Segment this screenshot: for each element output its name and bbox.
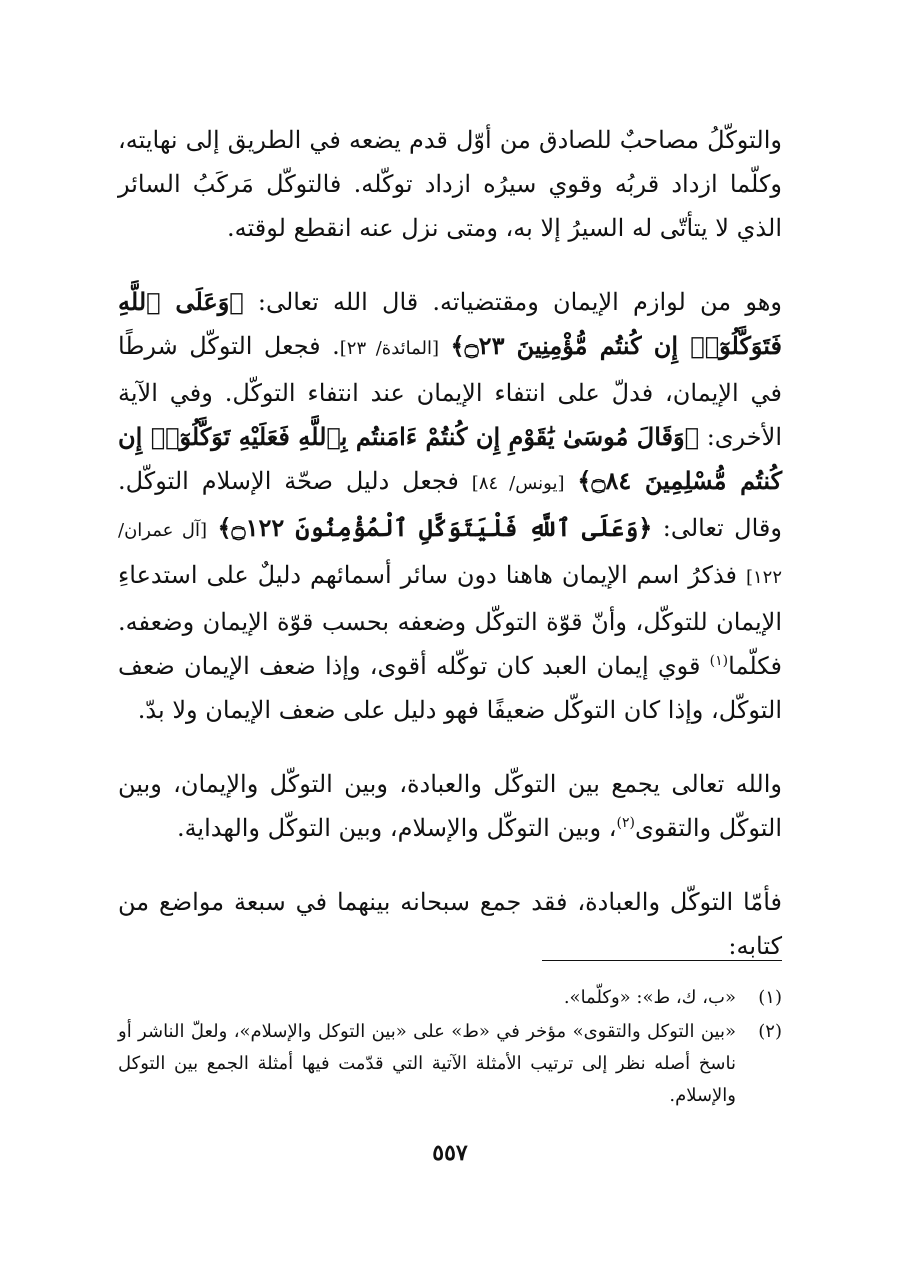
verse-reference: [آل عمران/ ١٢٢] [118,520,782,588]
quran-verse: ﴿وَعَلَى ٱللَّهِ فَتَوَكَّلُوٓا۟ إِن كُنتُم مُّؤْمِنِينَ ۝٢٣﴾ [118,287,782,360]
text-segment: فجعل دليل صحّة الإسلام التوكّل. وقال تعالى: [118,467,782,542]
paragraph-text [118,280,782,732]
verse-reference: [يونس/ ٨٤] [471,473,565,494]
footnote-number: (٢) [758,1021,782,1042]
text-segment: وهو من لوازم الإيمان ومقتضياته. قال الله تعالى: [257,288,782,316]
text-segment: ، وبين التوكّل والإسلام، وبين التوكّل والهداية. [176,814,617,842]
quran-verse: ﴿وَقَالَ مُوسَىٰ يَٰقَوْمِ إِن كُنتُمْ ءَامَنتُم بِٱللَّهِ فَعَلَيْهِ تَوَكَّلُوٓا۟ إِن كُنتُم مُّسْلِمِينَ ۝٨٤﴾ [118,422,782,495]
paragraph-text: فأمّا التوكّل والعبادة، فقد جمع سبحانه بينهما في سبعة مواضع من كتابه: [118,888,782,960]
footnote-number: (١) [758,987,782,1008]
footnote-text: «ب، ك، ط»: «وكلّما». [563,987,736,1008]
quran-verse: ﴿وَعَلَى ٱللَّهِ فَلْيَتَوَكَّلِ ٱلْمُؤْمِنُونَ ۝١٢٢﴾ [217,513,653,542]
footnote-item [118,1016,782,1112]
page-number: ٥٥٧ [432,1140,468,1166]
text-segment: فذكرُ اسم الإيمان هاهنا دون سائر أسمائهم دليلٌ على استدعاءِ الإيمان للتوكّل، وأنّ قوّة التوكّل وضعفه بحسب قوّة الإيمان وضعفه. فكلّما [118,561,783,680]
footnote-marker[interactable]: (١) [709,653,729,669]
paragraph-1 [118,118,782,250]
page-body [118,118,782,998]
paragraph-2 [118,280,782,732]
footnote-divider [542,960,782,961]
text-segment: قوي إيمان العبد كان توكّله أقوى، وإذا ضعف الإيمان ضعف التوكّل، وإذا كان التوكّل ضعيفًا فهو دليل على ضعف الإيمان ولا بدّ. [118,652,782,724]
footnote-marker[interactable]: (٢) [616,815,635,831]
paragraph-4 [118,880,782,968]
footnote-text: «بين التوكل والتقوى» مؤخر في «ط» على «بين التوكل والإسلام»، ولعلّ الناشر أو ناسخ أصله نظر إلى ترتيب الأمثلة الآتية التي قدّمت فيها أمثلة الجمع بين التوكل والإسلام. [118,1021,736,1106]
text-segment: والله تعالى يجمع بين التوكّل والعبادة، وبين التوكّل والإيمان، وبين التوكّل والتقوى [118,770,782,842]
text-segment: . فجعل التوكّل شرطًا في الإيمان، فدلّ على انتفاء الإيمان عند انتفاء التوكّل. وفي الآية الأخرى: [118,332,782,451]
footnotes [118,982,782,1114]
paragraph-3 [118,762,782,850]
verse-reference: [المائدة/ ٢٣] [339,338,440,359]
paragraph-text: والتوكّلُ مصاحبٌ للصادق من أوّل قدم يضعه في الطريق إلى نهايته، وكلّما ازداد قربُه وقوي سيرُه ازداد توكّله. فالتوكّل مَركَبُ السائر الذي لا يتأتّى له السيرُ إلا به، ومتى نزل عنه انقطع لوقته. [118,126,782,242]
paragraph-text [118,762,782,850]
footnote-item [118,982,782,1014]
